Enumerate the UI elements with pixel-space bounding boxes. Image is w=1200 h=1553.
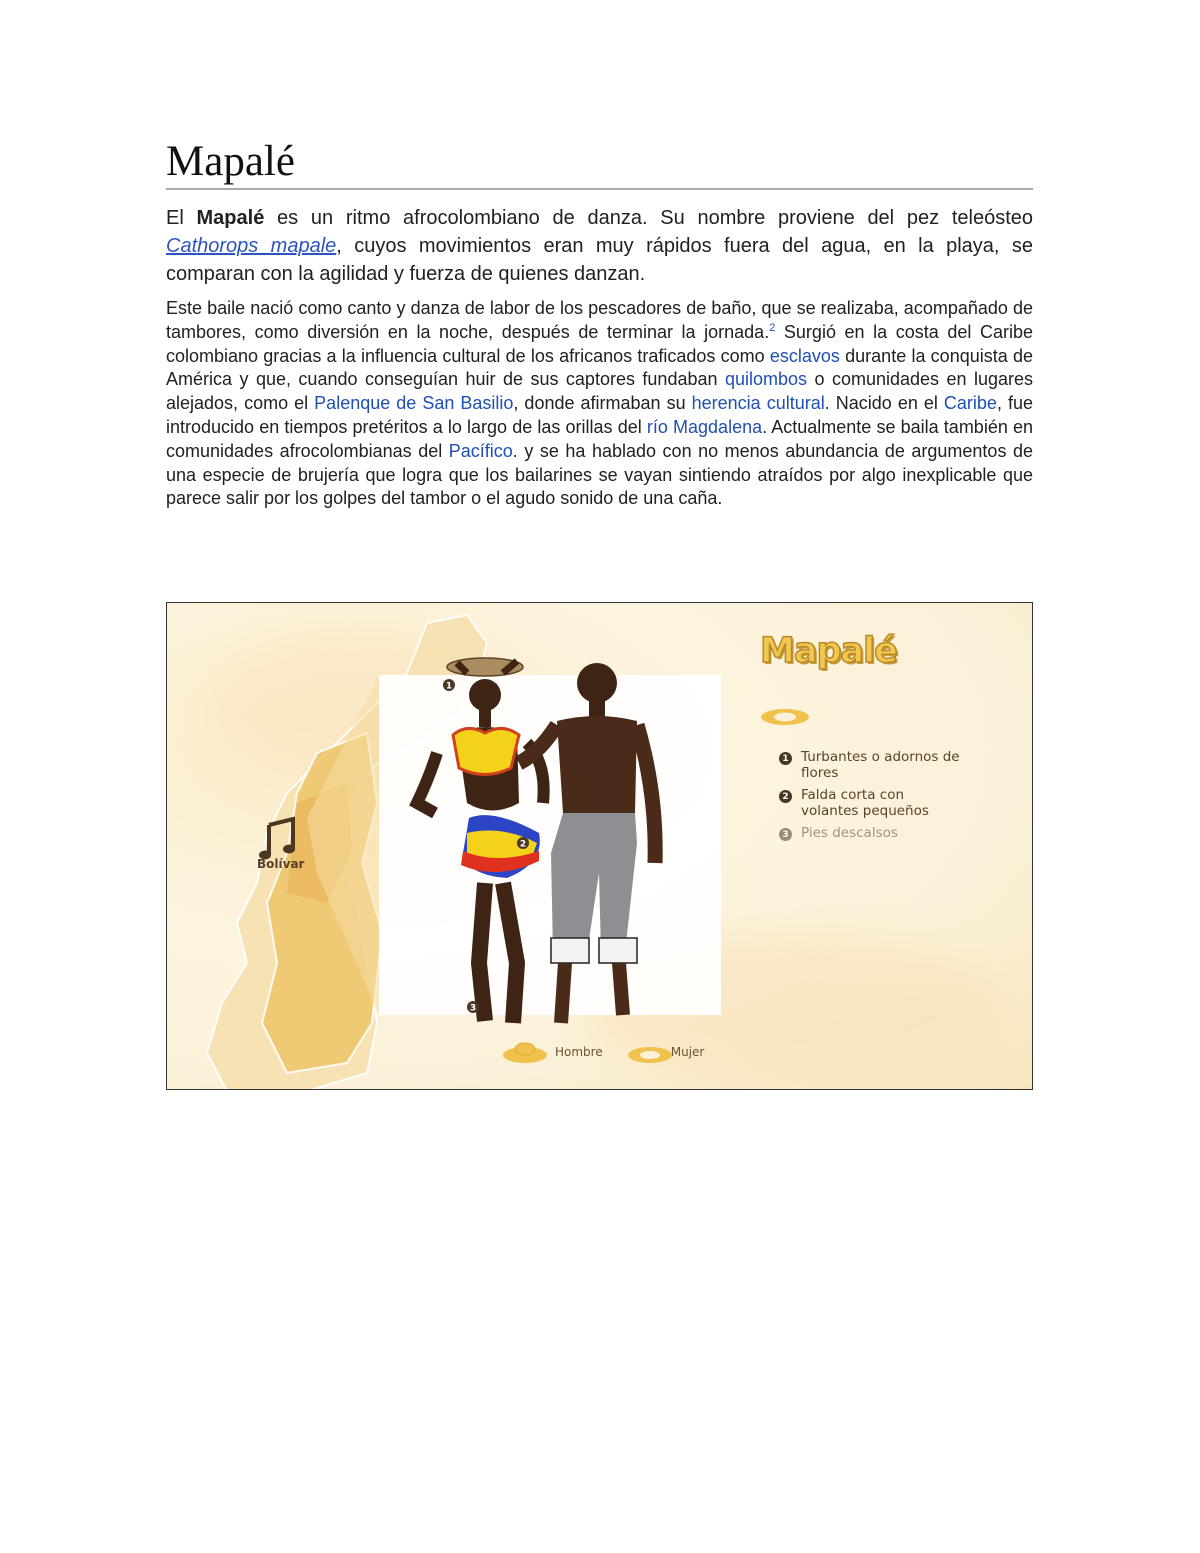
svg-text:2: 2 <box>519 839 527 850</box>
svg-text:3: 3 <box>469 1003 477 1014</box>
list-item <box>779 787 961 819</box>
item-text: Falda corta con volantes pequeños <box>801 787 929 819</box>
lead-paragraph <box>166 204 1033 288</box>
lead-text: El <box>166 207 197 229</box>
palenque-link[interactable]: Palenque de San Basilio <box>314 393 514 414</box>
list-item <box>779 825 961 841</box>
item-number: 1 <box>779 752 792 765</box>
legend-men-label: Hombre <box>555 1045 603 1059</box>
caribe-link[interactable]: Caribe <box>943 393 997 414</box>
body-text: , donde afirmaban su <box>513 393 692 414</box>
costume-list <box>779 749 961 847</box>
svg-text:1: 1 <box>445 681 453 692</box>
item-text: Turbantes o adornos de flores <box>801 749 960 781</box>
body-text: , fue introducido en tiempos pretéritos a lo largo de las orillas del <box>166 393 1033 437</box>
lead-text: , cuyos movimientos eran muy rápidos fuera del agua, en la playa, se comparan con la agilidad y fuerza de quienes danzan. <box>166 235 1033 285</box>
infographic-title: Mapalé <box>760 631 897 671</box>
esclavos-link[interactable]: esclavos <box>769 345 840 366</box>
body-text: . Actualmente se baila también en comunidades afrocolombianas del <box>166 416 1034 461</box>
lead-bold-term: Mapalé <box>196 207 265 229</box>
region-label: Bolívar <box>257 857 305 871</box>
body-text: durante la conquista de América y que, cuando conseguían huir de sus captores fundaban <box>166 345 1033 390</box>
lead-text: es un ritmo afrocolombiano de danza. Su nombre proviene del pez teleósteo <box>264 207 1033 229</box>
rio-magdalena-link[interactable]: río Magdalena <box>646 416 763 437</box>
pacifico-link[interactable]: Pacífico <box>448 440 513 461</box>
gender-legend <box>505 1045 722 1059</box>
reference-link[interactable]: 2 <box>769 321 776 334</box>
title-divider <box>166 188 1033 190</box>
item-number: 2 <box>779 790 792 803</box>
herencia-link[interactable]: herencia cultural <box>691 393 825 414</box>
body-text: Surgió en la costa del Caribe colombiano gracias a la influencia cultural de los africanos traficados como <box>166 321 1033 366</box>
item-number: 3 <box>779 828 792 841</box>
page-title: Mapalé <box>166 138 295 185</box>
body-text: . Nacido en el <box>824 393 944 414</box>
body-text: Este baile nació como canto y danza de labor de los pescadores de baño, que se realizaba, acompañado de tambores, como diversión en la noche, después de terminar la jornada. <box>166 298 1033 342</box>
mapale-infographic <box>166 602 1033 1090</box>
item-text: Pies descalsos <box>801 825 898 841</box>
cathorops-link[interactable]: Cathorops mapale <box>166 235 337 257</box>
list-item <box>779 749 961 781</box>
body-text: . y se ha hablado con no menos abundancia de argumentos de una especie de brujería que logra que los bailarines se vayan sintiendo atraídos por algo inexplicable que parece salir por los golpes del tambor o el agudo sonido de una caña. <box>166 440 1033 509</box>
body-text: o comunidades en lugares alejados, como el <box>166 369 1033 414</box>
quilombos-link[interactable]: quilombos <box>724 369 808 390</box>
article <box>166 130 1033 511</box>
legend-women-label: Mujer <box>670 1045 705 1059</box>
body-paragraph <box>166 297 1033 511</box>
